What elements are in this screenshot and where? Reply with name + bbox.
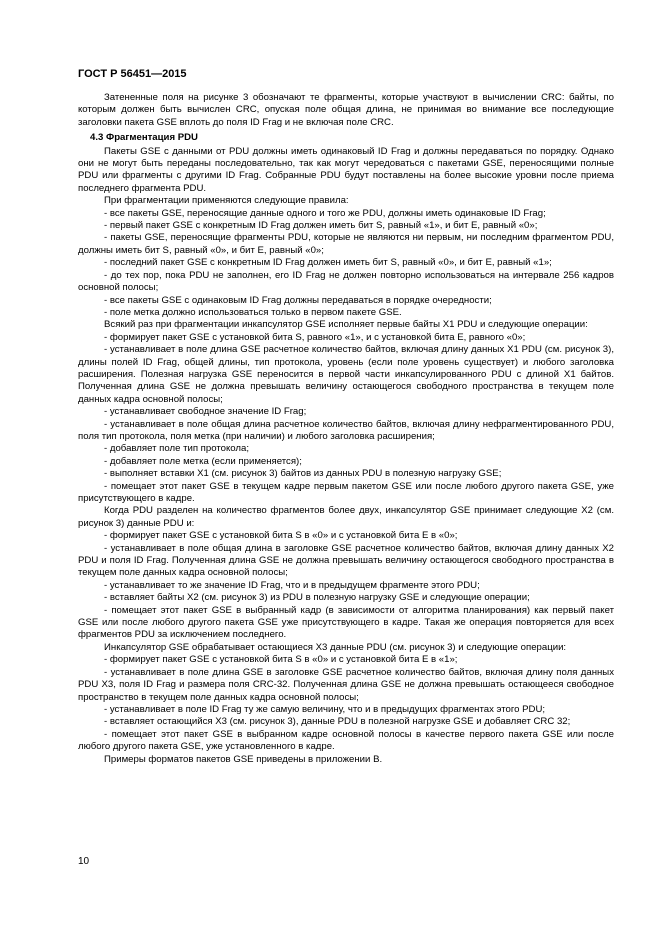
list-item: - формирует пакет GSE с установкой бита S в «0» и с установкой бита E в «1»; (104, 654, 458, 666)
list-item: - все пакеты GSE с одинаковым ID Frag должны передаваться в порядке очередности; (104, 294, 492, 306)
section-heading: 4.3 Фрагментация PDU (90, 132, 198, 144)
list-item: - последний пакет GSE с конкретным ID Frag должен иметь бит S, равный «0», и бит E, равный «1»; (104, 257, 552, 269)
list-item: - до тех пор, пока PDU не заполнен, его ID Frag не должен повторно использоваться на интервале 256 кадров основной полосы; (78, 269, 614, 294)
paragraph: Примеры форматов пакетов GSE приведены в приложении В. (104, 753, 383, 765)
paragraph: При фрагментации применяются следующие правила: (104, 195, 349, 207)
list-item: - первый пакет GSE с конкретным ID Frag должен иметь бит S, равный «1», и бит E, равный «0»; (104, 220, 538, 232)
list-item: - формирует пакет GSE с установкой бита S в «0» и с установкой бита E в «0»; (104, 530, 458, 542)
list-item: - устанавливает то же значение ID Frag, что и в предыдущем фрагменте этого PDU; (104, 579, 480, 591)
paragraph: Затененные поля на рисунке 3 обозначают те фрагменты, которые участвуют в вычислении CRC: байты, по которым должен быть вычислен CRC, опуская поле общая длина, не принимая во внимание все последующие заголовки пакета GSE вплоть до поля ID Frag и не включая поле CRC. (78, 92, 614, 128)
paragraph: Всякий раз при фрагментации инкапсулятор GSE исполняет первые байты X1 PDU и следующие операции: (104, 319, 588, 331)
paragraph: Инкапсулятор GSE обрабатывает остающиеся X3 данные PDU (см. рисунок 3) и следующие операции: (104, 641, 567, 653)
list-item: - устанавливает в поле общая длина расчетное количество байтов, включая длину нефрагментированного PDU, поля тип протокола, поля метка (при наличии) и любого заголовка расширения; (78, 418, 614, 442)
list-item: - помещает этот пакет GSE в выбранном кадре основной полосы в качестве первого пакета GSE или после любого другого пакета GSE, уже установленного в кадре. (78, 728, 614, 753)
list-item: - устанавливает свободное значение ID Frag; (104, 406, 307, 418)
page-number: 10 (78, 856, 90, 867)
list-item: - вставляет остающийся X3 (см. рисунок 3), данные PDU в полезной нагрузке GSE и добавляет CRC 32; (104, 716, 571, 728)
paragraph: Пакеты GSE с данными от PDU должны иметь одинаковый ID Frag и должны передаваться по порядку. Однако они не могут быть переданы последовательно, так как могут чередоваться с пакетами GSE, переносящими полные PDU или фрагменты с другими ID Frag. Собранные PDU будут поставлены на более высокие уровни после приема последнего фрагмента PDU. (78, 145, 614, 194)
list-item: - поле метка должно использоваться только в первом пакете GSE. (104, 306, 402, 318)
list-item: - вставляет байты X2 (см. рисунок 3) из PDU в полезную нагрузку GSE и следующие операции; (104, 592, 530, 604)
list-item: - добавляет поле метка (если применяется); (104, 455, 302, 467)
paragraph: Когда PDU разделен на количество фрагментов более двух, инкапсулятор GSE принимает следующие X2 (см. рисунок 3) данные PDU и: (78, 505, 614, 529)
list-item: - устанавливает в поле ID Frag ту же самую величину, что и в предыдущих фрагментах этого PDU; (104, 703, 546, 715)
list-item: - устанавливает в поле длина GSE в заголовке GSE расчетное количество байтов, включая длину поля данных PDU X3, поля ID Frag и размера поля CRC-32. Полученная длина GSE не должна превышать остающееся свободное пространство в текущем поле данных кадра основной полосы; (78, 666, 614, 703)
list-item: - устанавливает в поле длина GSE расчетное количество байтов, включая длину данных X1 PDU (см. рисунок 3), длины полей ID Frag, общей длины, тип протокола, уровень (если поле уровень существует) и любого заголовка расширения. Полезная нагрузка GSE переносится в первой части инкапсулированного PDU с длиной X1 байтов. Полученная длина GSE не должна превышать величину остающегося свободного пространства в текущем поле данных кадра основной полосы; (78, 344, 614, 405)
list-item: - устанавливает в поле общая длина в заголовке GSE расчетное количество байтов, включая длину данных X2 PDU и поля ID Frag. Полученная длина GSE не должна превышать величину остающегося свободного пространства в текущем поле данных кадра основной полосы; (78, 542, 614, 579)
list-item: - все пакеты GSE, переносящие данные одного и того же PDU, должны иметь одинаковые ID Frag; (104, 207, 546, 219)
list-item: - помещает этот пакет GSE в текущем кадре первым пакетом GSE или после любого другого пакета GSE, уже присутствующего в кадре. (78, 480, 614, 504)
list-item: - пакеты GSE, переносящие фрагменты PDU, которые не являются ни первым, ни последним фрагментом PDU, должны иметь бит S, равный «0», и бит E, равный «0»; (78, 232, 614, 256)
list-item: - помещает этот пакет GSE в выбранный кадр (в зависимости от алгоритма планирования) как первый пакет GSE или после любого другого пакета GSE уже присутствующего в кадре. Такая же операция повторяется для всех фрагментов PDU за исключением последнего. (78, 604, 614, 641)
list-item: - добавляет поле тип протокола; (104, 443, 249, 455)
document-header: ГОСТ Р 56451—2015 (78, 68, 187, 80)
document-body (78, 92, 614, 766)
list-item: - формирует пакет GSE с установкой бита S, равного «1», и с установкой бита E, равного «0»; (104, 331, 526, 343)
list-item: - выполняет вставки X1 (см. рисунок 3) байтов из данных PDU в полезную нагрузку GSE; (104, 468, 502, 480)
